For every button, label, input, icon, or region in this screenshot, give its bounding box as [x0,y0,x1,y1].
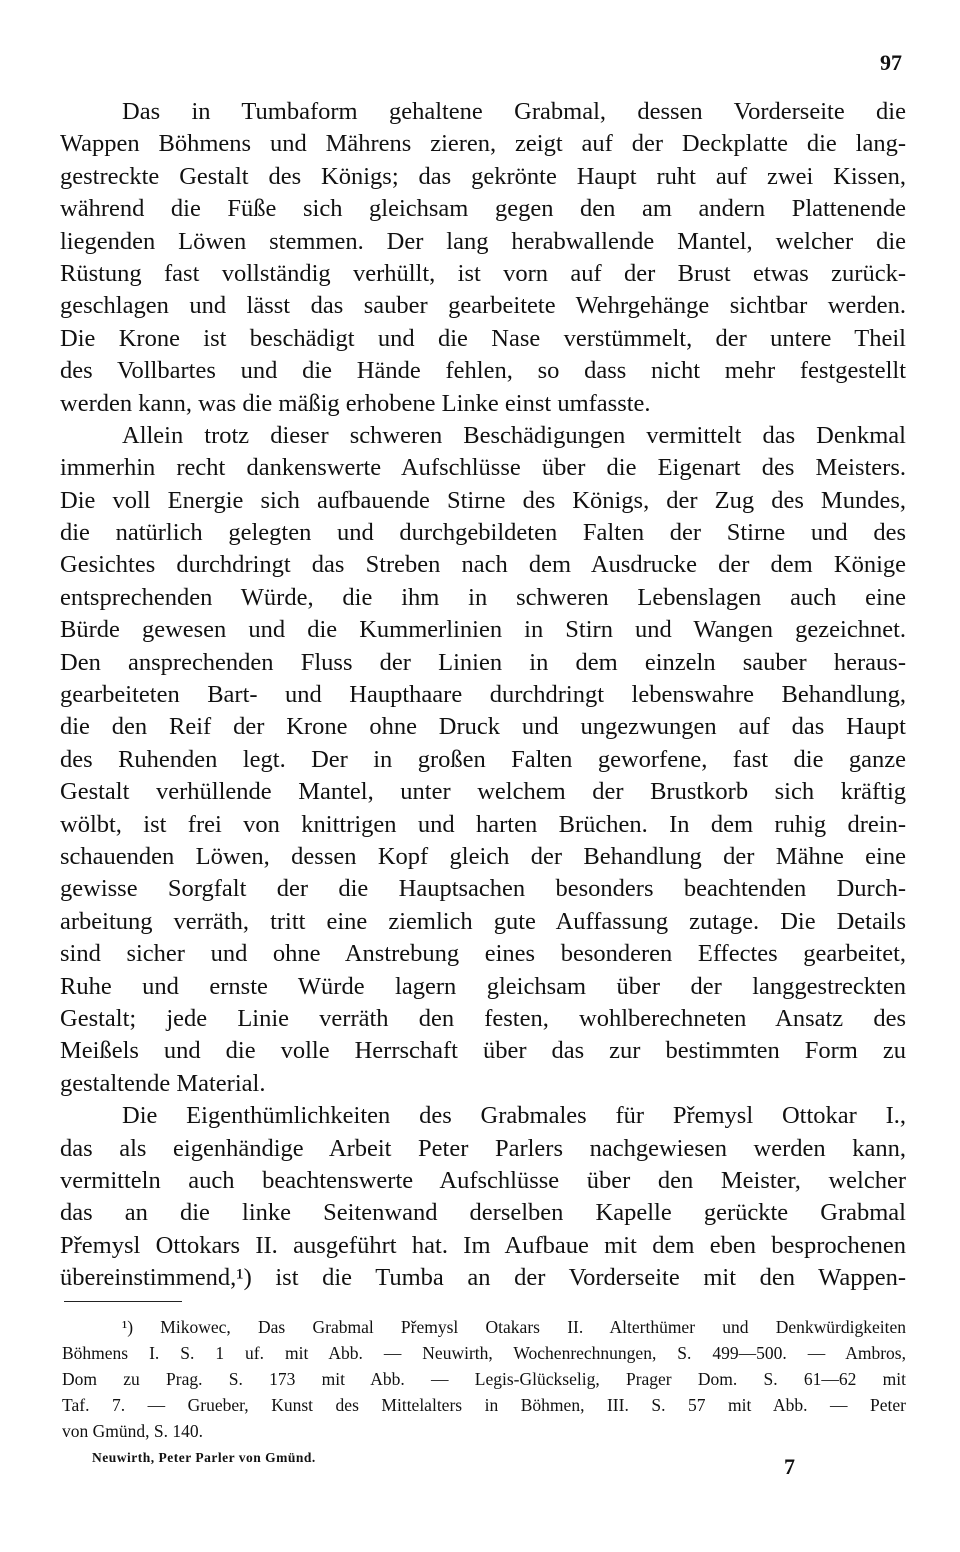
text-line: übereinstimmend,¹) ist die Tumba an der Vorderseite mit den Wappen- [60,1264,906,1292]
text-line: die natürlich gelegten und durchgebildeten Falten der Stirne und des [60,519,906,547]
text-line: Wappen Böhmens und Mährens zieren, zeigt auf der Deckplatte die lang- [60,130,906,158]
text-line: Rüstung fast vollständig verhüllt, ist vorn auf der Brust etwas zurück- [60,259,906,287]
text-line: gestreckte Gestalt des Königs; das gekrönte Haupt ruht auf zwei Kissen, [60,162,906,190]
text-line: die den Reif der Krone ohne Druck und ungezwungen auf das Haupt [60,713,906,741]
text-line: geschlagen und lässt das sauber gearbeitete Wehrgehänge sichtbar werden. [60,292,906,320]
footnote-rule [64,1301,182,1302]
text-line: des Vollbartes und die Hände fehlen, so dass nicht mehr festgestellt [60,357,906,385]
text-line: vermitteln auch beachtenswerte Aufschlüsse über den Meister, welcher [60,1166,906,1194]
text-line: Den ansprechenden Fluss der Linien in dem einzeln sauber heraus- [60,648,906,676]
footnote-line: Böhmens I. S. 1 uf. mit Abb. — Neuwirth, Wochenrechnungen, S. 499—500. — Ambros, [62,1343,906,1363]
text-line: Gestalt; jede Linie verräth den festen, wohlberechneten Ansatz des [60,1004,906,1032]
text-line: während die Füße sich gleichsam gegen den am andern Plattenende [60,195,906,223]
signature-author-title: Neuwirth, Peter Parler von Gmünd. [92,1450,316,1465]
text-line: liegenden Löwen stemmen. Der lang herabwallende Mantel, welcher die [60,227,906,255]
footnote-line: Dom zu Prag. S. 173 mit Abb. — Legis-Glückselig, Prager Dom. S. 61—62 mit [62,1369,906,1389]
page-number: 97 [880,50,902,75]
text-line: Die Krone ist beschädigt und die Nase verstümmelt, der untere Theil [60,324,906,352]
text-line: schauenden Löwen, dessen Kopf gleich der Behandlung der Mähne eine [60,842,906,870]
text-line: das als eigenhändige Arbeit Peter Parlers nachgewiesen werden kann, [60,1134,906,1162]
text-line: immerhin recht dankenswerte Aufschlüsse über die Eigenart des Meisters. [60,454,906,482]
text-line: arbeitung verräth, tritt eine ziemlich gute Auffassung zutage. Die Details [60,907,906,935]
text-line: Bürde gewesen und die Kummerlinien in Stirn und Wangen gezeichnet. [60,616,906,644]
text-line: Ruhe und ernste Würde lagern gleichsam über der langgestreckten [60,972,906,1000]
footnote-line: Taf. 7. — Grueber, Kunst des Mittelalters in Böhmen, III. S. 57 mit Abb. — Peter [62,1395,906,1415]
text-line: das an die linke Seitenwand derselben Kapelle gerückte Grabmal [60,1199,906,1227]
text-line: entsprechenden Würde, die ihm in schweren Lebenslagen auch eine [60,583,906,611]
footnotes [62,1314,906,1444]
text-line: des Ruhenden legt. Der in großen Falten geworfene, fast die ganze [60,745,906,773]
footnote-line: ¹) Mikowec, Das Grabmal Přemysl Otakars II. Alterthümer und Denkwürdigkeiten [122,1317,906,1337]
text-line: Allein trotz dieser schweren Beschädigungen vermittelt das Denkmal [122,421,906,449]
text-line: Gesichtes durchdringt das Streben nach dem Ausdrucke der dem Könige [60,551,906,579]
text-line: wölbt, ist frei von knittrigen und harten Brüchen. In dem ruhig drein- [60,810,906,838]
text-line: Přemysl Ottokars II. ausgeführt hat. Im Aufbaue mit dem eben besprochenen [60,1231,906,1259]
text-line: gearbeiteten Bart- und Haupthaare durchdringt lebenswahre Behandlung, [60,681,906,709]
body-text [60,96,906,1294]
text-line: Gestalt verhüllende Mantel, unter welchem der Brustkorb sich kräftig [60,778,906,806]
footnote-line: von Gmünd, S. 140. [62,1421,203,1441]
text-line: Die Eigenthümlichkeiten des Grabmales für Přemysl Ottokar I., [122,1102,906,1130]
text-line: sind sicher und ohne Anstrebung eines besonderen Effectes gearbeitet, [60,940,906,968]
text-line: werden kann, was die mäßig erhobene Linke einst umfasste. [60,389,651,417]
text-line: Das in Tumbaform gehaltene Grabmal, dessen Vorderseite die [122,98,906,125]
text-line: Die voll Energie sich aufbauende Stirne des Königs, der Zug des Mundes, [60,486,906,514]
text-line: gewisse Sorgfalt der die Hauptsachen besonders beachtenden Durch- [60,875,906,903]
text-line: gestaltende Material. [60,1069,266,1097]
text-line: Meißels und die volle Herrschaft über das zur bestimmten Form zu [60,1037,906,1065]
signature-sheet-number: 7 [784,1454,795,1479]
